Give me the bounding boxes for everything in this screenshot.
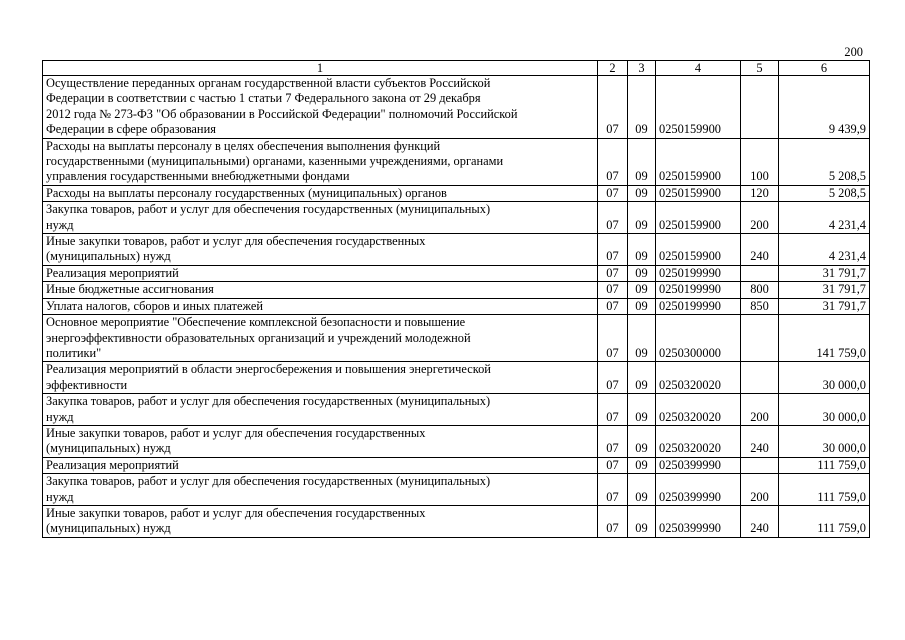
row-section-cell: 07 xyxy=(598,362,628,394)
row-subsection-cell: 09 xyxy=(628,265,656,281)
row-subsection-cell: 09 xyxy=(628,505,656,537)
table-row xyxy=(43,282,870,298)
row-name-cell xyxy=(43,425,598,457)
row-subsection-cell: 09 xyxy=(628,76,656,139)
row-subsection-cell: 09 xyxy=(628,298,656,314)
row-name-line: Осуществление переданных органам государственной власти субъектов Российской xyxy=(46,76,491,90)
row-name-line: Реализация мероприятий xyxy=(46,265,179,280)
row-name-line: Иные закупки товаров, работ и услуг для обеспечения государственных xyxy=(46,425,426,440)
row-name-cell xyxy=(43,362,598,394)
row-expense-type-cell: 100 xyxy=(741,138,779,185)
row-name-cell xyxy=(43,457,598,473)
row-expense-type-cell: 240 xyxy=(741,425,779,457)
row-name-cell xyxy=(43,202,598,234)
row-name-line: Федерации в соответствии с частью 1 статьи 7 Федерального закона от 29 декабря xyxy=(46,91,481,106)
row-section-cell: 07 xyxy=(598,457,628,473)
row-sum-cell: 111 759,0 xyxy=(779,474,870,506)
table-row xyxy=(43,315,870,362)
row-expense-type-cell xyxy=(741,315,779,362)
table-row xyxy=(43,234,870,266)
row-sum-cell: 5 208,5 xyxy=(779,138,870,185)
row-name-line: Реализация мероприятий в области энергосбережения и повышения энергетической xyxy=(46,362,491,377)
row-sum-cell: 31 791,7 xyxy=(779,265,870,281)
row-expense-type-cell xyxy=(741,76,779,139)
row-name-line: Основное мероприятие "Обеспечение комплексной безопасности и повышение xyxy=(46,315,466,330)
row-name-line: Закупка товаров, работ и услуг для обеспечения государственных (муниципальных) xyxy=(46,202,491,217)
row-name-line: Закупка товаров, работ и услуг для обеспечения государственных (муниципальных) xyxy=(46,394,491,409)
header-col-3: 3 xyxy=(628,61,656,76)
row-subsection-cell: 09 xyxy=(628,394,656,426)
row-subsection-cell: 09 xyxy=(628,138,656,185)
row-name-cell xyxy=(43,76,598,139)
row-section-cell: 07 xyxy=(598,265,628,281)
row-name-line: Иные бюджетные ассигнования xyxy=(46,282,214,297)
row-name-line: Уплата налогов, сборов и иных платежей xyxy=(46,298,264,313)
row-name-line: 2012 года № 273-ФЗ "Об образовании в Российской Федерации" полномочий Российской xyxy=(46,106,518,121)
row-section-cell: 07 xyxy=(598,282,628,298)
row-target-article-cell: 0250399990 xyxy=(656,505,741,537)
row-sum-cell: 31 791,7 xyxy=(779,282,870,298)
table-row xyxy=(43,298,870,314)
row-name-line: Расходы на выплаты персоналу в целях обеспечения выполнения функций xyxy=(46,138,441,153)
row-name-line: государственными (муниципальными) органами, казенными учреждениями, органами xyxy=(46,154,504,169)
table-row xyxy=(43,505,870,537)
header-col-1: 1 xyxy=(43,61,598,76)
row-expense-type-cell xyxy=(741,362,779,394)
row-expense-type-cell: 200 xyxy=(741,474,779,506)
row-name-line: Федерации в сфере образования xyxy=(46,122,216,137)
table-body xyxy=(43,76,870,538)
row-expense-type-cell: 200 xyxy=(741,394,779,426)
row-name-line: (муниципальных) нужд xyxy=(46,521,171,536)
row-name-line: нужд xyxy=(46,217,74,232)
row-target-article-cell: 0250320020 xyxy=(656,425,741,457)
row-expense-type-cell: 850 xyxy=(741,298,779,314)
row-sum-cell: 4 231,4 xyxy=(779,202,870,234)
row-target-article-cell: 0250159900 xyxy=(656,185,741,201)
row-sum-cell: 4 231,4 xyxy=(779,234,870,266)
row-name-cell xyxy=(43,265,598,281)
row-name-cell xyxy=(43,505,598,537)
row-subsection-cell: 09 xyxy=(628,457,656,473)
row-target-article-cell: 0250320020 xyxy=(656,362,741,394)
budget-table xyxy=(42,60,870,538)
table-row xyxy=(43,202,870,234)
page-number: 200 xyxy=(844,45,863,59)
row-section-cell: 07 xyxy=(598,185,628,201)
row-name-line: эффективности xyxy=(46,377,128,392)
row-name-cell xyxy=(43,474,598,506)
row-target-article-cell: 0250159900 xyxy=(656,138,741,185)
row-name-line: Иные закупки товаров, работ и услуг для обеспечения государственных xyxy=(46,234,426,249)
table-row xyxy=(43,474,870,506)
row-section-cell: 07 xyxy=(598,202,628,234)
row-target-article-cell: 0250300000 xyxy=(656,315,741,362)
row-section-cell: 07 xyxy=(598,234,628,266)
row-name-cell xyxy=(43,298,598,314)
row-name-line: политики" xyxy=(46,345,102,360)
row-section-cell: 07 xyxy=(598,76,628,139)
row-target-article-cell: 0250159900 xyxy=(656,234,741,266)
header-col-5: 5 xyxy=(741,61,779,76)
row-section-cell: 07 xyxy=(598,474,628,506)
row-expense-type-cell: 200 xyxy=(741,202,779,234)
table-row xyxy=(43,265,870,281)
row-sum-cell: 141 759,0 xyxy=(779,315,870,362)
row-expense-type-cell: 240 xyxy=(741,505,779,537)
row-name-cell xyxy=(43,282,598,298)
row-sum-cell: 31 791,7 xyxy=(779,298,870,314)
row-section-cell: 07 xyxy=(598,315,628,362)
table-row xyxy=(43,425,870,457)
row-sum-cell: 111 759,0 xyxy=(779,505,870,537)
table-row xyxy=(43,457,870,473)
row-sum-cell: 30 000,0 xyxy=(779,394,870,426)
row-name-line: нужд xyxy=(46,489,74,504)
row-name-line: Иные закупки товаров, работ и услуг для обеспечения государственных xyxy=(46,505,426,520)
row-sum-cell: 30 000,0 xyxy=(779,425,870,457)
row-name-cell xyxy=(43,394,598,426)
row-target-article-cell: 0250159900 xyxy=(656,76,741,139)
row-target-article-cell: 0250399990 xyxy=(656,474,741,506)
row-section-cell: 07 xyxy=(598,394,628,426)
header-col-4: 4 xyxy=(656,61,741,76)
table-row xyxy=(43,362,870,394)
row-expense-type-cell xyxy=(741,457,779,473)
table-header-row xyxy=(43,61,870,76)
row-expense-type-cell xyxy=(741,265,779,281)
row-expense-type-cell: 120 xyxy=(741,185,779,201)
row-expense-type-cell: 240 xyxy=(741,234,779,266)
row-subsection-cell: 09 xyxy=(628,474,656,506)
table-row xyxy=(43,185,870,201)
row-name-line: энергоэффективности образовательных организаций и учреждений молодежной xyxy=(46,330,471,345)
row-section-cell: 07 xyxy=(598,298,628,314)
row-name-line: (муниципальных) нужд xyxy=(46,249,171,264)
row-expense-type-cell: 800 xyxy=(741,282,779,298)
row-subsection-cell: 09 xyxy=(628,202,656,234)
row-section-cell: 07 xyxy=(598,138,628,185)
row-name-line: (муниципальных) нужд xyxy=(46,441,171,456)
row-sum-cell: 9 439,9 xyxy=(779,76,870,139)
row-name-line: управления государственными внебюджетными фондами xyxy=(46,169,350,184)
row-name-line: Реализация мероприятий xyxy=(46,457,179,472)
row-sum-cell: 111 759,0 xyxy=(779,457,870,473)
row-target-article-cell: 0250320020 xyxy=(656,394,741,426)
row-subsection-cell: 09 xyxy=(628,315,656,362)
row-name-line: Расходы на выплаты персоналу государственных (муниципальных) органов xyxy=(46,185,447,200)
row-name-cell xyxy=(43,234,598,266)
row-name-cell xyxy=(43,138,598,185)
row-target-article-cell: 0250399990 xyxy=(656,457,741,473)
table-row xyxy=(43,394,870,426)
table-row xyxy=(43,138,870,185)
header-col-6: 6 xyxy=(779,61,870,76)
row-name-line: нужд xyxy=(46,409,74,424)
row-sum-cell: 30 000,0 xyxy=(779,362,870,394)
row-target-article-cell: 0250199990 xyxy=(656,282,741,298)
row-name-line: Закупка товаров, работ и услуг для обеспечения государственных (муниципальных) xyxy=(46,474,491,489)
row-target-article-cell: 0250159900 xyxy=(656,202,741,234)
table-row xyxy=(43,76,870,139)
header-col-2: 2 xyxy=(598,61,628,76)
row-section-cell: 07 xyxy=(598,505,628,537)
row-target-article-cell: 0250199990 xyxy=(656,265,741,281)
row-subsection-cell: 09 xyxy=(628,234,656,266)
row-sum-cell: 5 208,5 xyxy=(779,185,870,201)
row-target-article-cell: 0250199990 xyxy=(656,298,741,314)
row-subsection-cell: 09 xyxy=(628,185,656,201)
row-name-cell xyxy=(43,185,598,201)
row-name-cell xyxy=(43,315,598,362)
row-subsection-cell: 09 xyxy=(628,282,656,298)
row-subsection-cell: 09 xyxy=(628,362,656,394)
row-subsection-cell: 09 xyxy=(628,425,656,457)
row-section-cell: 07 xyxy=(598,425,628,457)
